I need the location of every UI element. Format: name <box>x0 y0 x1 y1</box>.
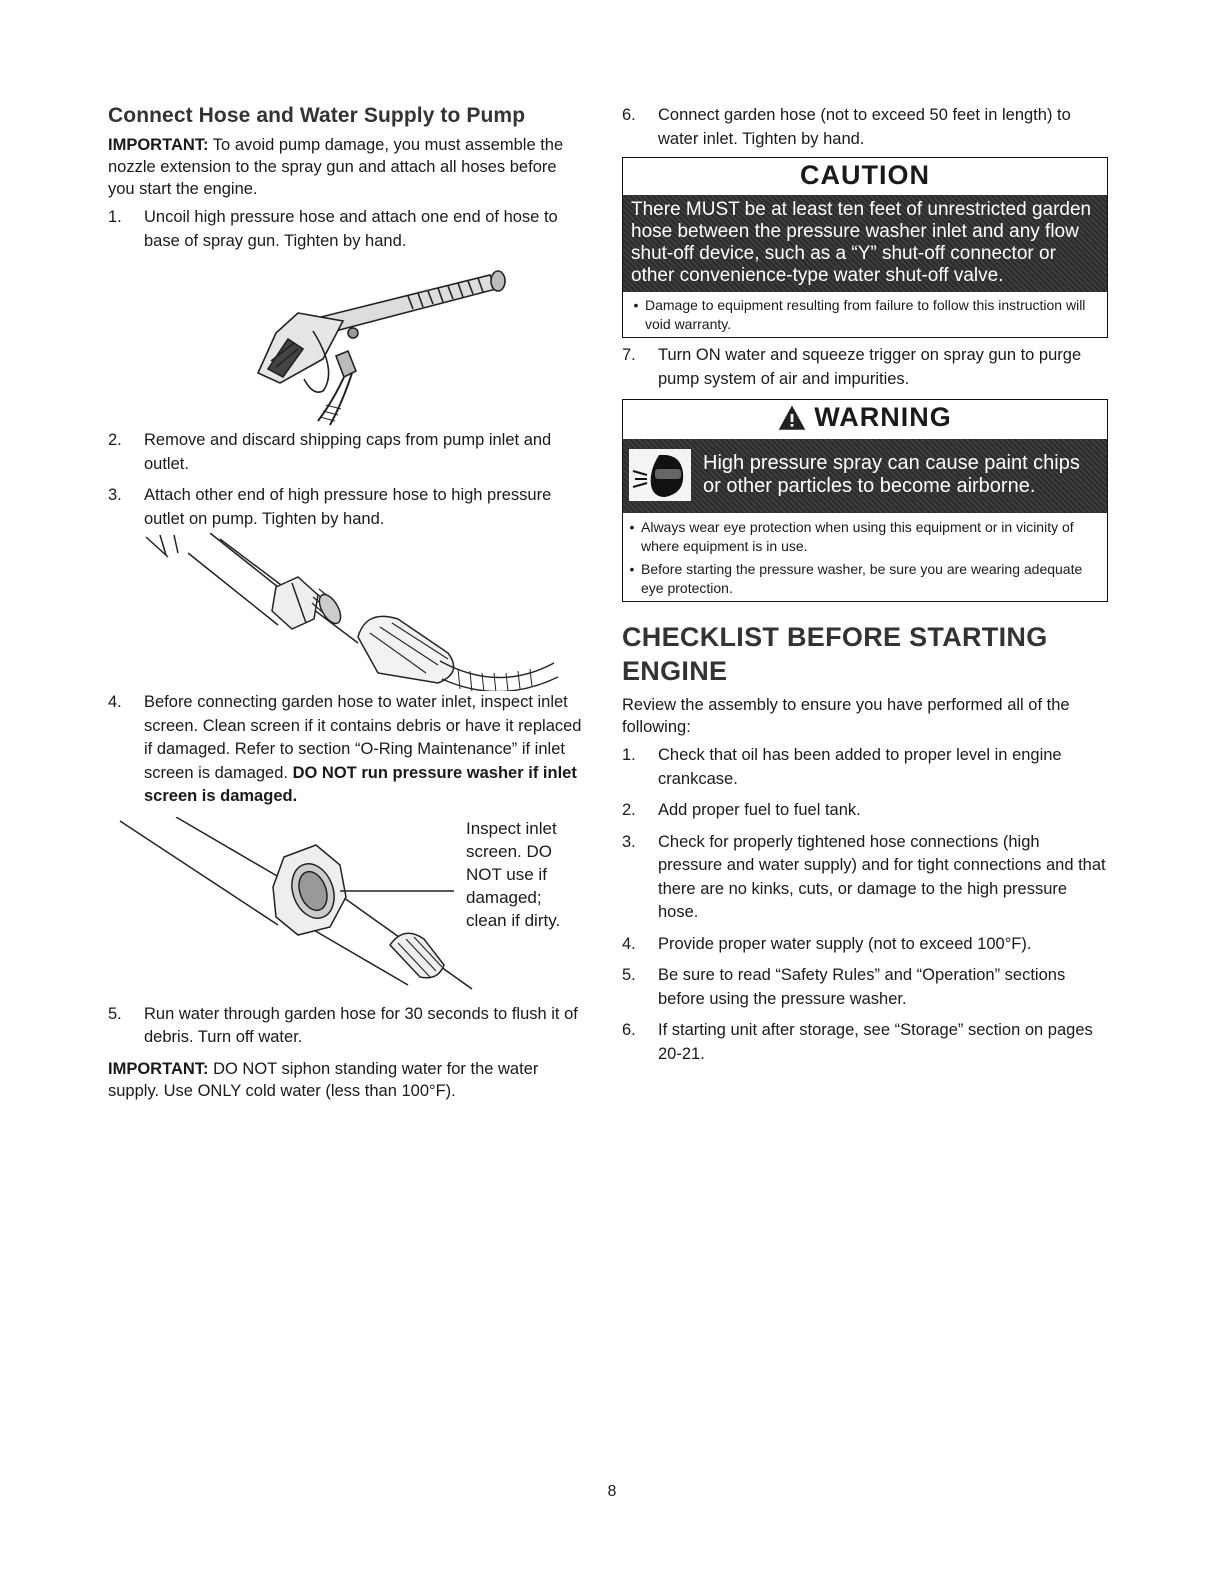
caution-note <box>623 292 1107 337</box>
right-column <box>622 104 1108 1074</box>
checklist-item-5 <box>622 964 1108 1011</box>
step-1 <box>108 206 586 253</box>
bullet-icon: • <box>629 561 635 577</box>
caption-line: Inspect inlet <box>466 818 557 838</box>
checklist-intro: Review the assembly to ensure you have performed all of the following: <box>622 696 1070 736</box>
step-4 <box>108 691 586 809</box>
eye-protection-icon <box>629 449 691 501</box>
step-4-warning: DO NOT run pressure washer if inlet screen is damaged. <box>144 763 577 805</box>
step-number: 5. <box>108 1004 122 1023</box>
step-number: 4. <box>622 934 636 953</box>
step-text: Turn ON water and squeeze trigger on spray gun to purge pump system of air and impurities. <box>658 346 1082 388</box>
pump-outlet-figure <box>108 533 586 691</box>
warning-band-text: High pressure spray can cause paint chips or other particles to become airborne. <box>703 452 1080 497</box>
caution-box <box>622 157 1108 338</box>
step-2 <box>108 429 586 476</box>
important-label: IMPORTANT: <box>108 136 209 154</box>
step-number: 1. <box>622 746 636 764</box>
step-text: Attach other end of high pressure hose to high pressure outlet on pump. Tighten by hand. <box>144 486 552 528</box>
warning-triangle-icon <box>778 405 806 431</box>
important-note-2 <box>108 1058 586 1102</box>
caution-band <box>623 195 1107 292</box>
step-number: 7. <box>622 346 636 364</box>
checklist-item-4 <box>622 933 1108 957</box>
page-number: 8 <box>607 1483 617 1500</box>
step-number: 2. <box>108 431 122 449</box>
step-number: 1. <box>108 208 122 226</box>
caption-line: clean if dirty. <box>466 910 561 930</box>
step-text: Add proper fuel to fuel tank. <box>658 801 861 819</box>
warning-note-1 <box>623 515 1107 558</box>
warning-title: WARNING <box>814 402 952 432</box>
inlet-screen-caption <box>466 817 560 932</box>
step-number: 5. <box>622 966 636 984</box>
step-text: Check that oil has been added to proper level in engine crankcase. <box>658 746 1062 788</box>
step-4-text: Before connecting garden hose to water inlet, inspect inlet screen. Clean screen if it contains debris or have it replaced if damaged. Refer to section “O-Ring Maintenance” if inlet screen is damaged. <box>144 693 582 782</box>
checklist-item-1 <box>622 744 1108 791</box>
checklist-title <box>622 620 1108 688</box>
step-number: 6. <box>622 106 636 124</box>
step-number: 2. <box>622 801 636 819</box>
spray-gun-figure <box>108 261 586 429</box>
warning-band <box>623 439 1107 513</box>
step-text: Run water through garden hose for 30 seconds to flush it of debris. Turn off water. <box>144 1004 578 1046</box>
checklist-item-2 <box>622 799 1108 823</box>
checklist-title-line-1: CHECKLIST BEFORE STARTING <box>622 622 1048 652</box>
step-3 <box>108 484 586 531</box>
step-7 <box>622 344 1108 391</box>
step-number: 3. <box>622 832 636 851</box>
step-number: 4. <box>108 693 122 711</box>
caution-band-text: There MUST be at least ten feet of unrestricted garden hose between the pressure washer inlet and any flow shut-off device, such as a “Y” shut-off connector or other convenience-type water shut-off valve. <box>631 199 1092 286</box>
bullet-icon: • <box>633 297 639 313</box>
step-text: Be sure to read “Safety Rules” and “Operation” sections before using the pressure washer. <box>658 966 1066 1008</box>
important-note <box>108 134 586 200</box>
warning-header <box>623 400 1107 439</box>
inlet-screen-figure <box>108 817 586 1003</box>
caption-line: NOT use if <box>466 864 547 884</box>
caption-line: screen. DO <box>466 841 552 861</box>
step-number: 3. <box>108 486 122 504</box>
spray-gun-illustration <box>108 261 586 429</box>
step-6 <box>622 104 1108 151</box>
important-text: To avoid pump damage, you must assemble the nozzle extension to the spray gun and attach all hoses before you start the engine. <box>108 136 564 198</box>
warning-note-text: Always wear eye protection when using this equipment or in vicinity of where equipment is in use. <box>641 519 1074 554</box>
caution-title: CAUTION <box>800 160 930 190</box>
caution-note-text: Damage to equipment resulting from failure to follow this instruction will void warranty. <box>645 297 1086 332</box>
checklist-item-3 <box>622 831 1108 925</box>
left-column <box>108 104 586 1108</box>
pump-outlet-illustration <box>108 533 586 691</box>
step-text: Connect garden hose (not to exceed 50 feet in length) to water inlet. Tighten by hand. <box>658 106 1071 148</box>
checklist-title-line-2: ENGINE <box>622 656 728 686</box>
bullet-icon: • <box>629 519 635 535</box>
warning-box <box>622 399 1108 602</box>
step-text <box>144 691 586 809</box>
warning-note-text: Before starting the pressure washer, be sure you are wearing adequate eye protection. <box>641 561 1083 596</box>
caption-line: damaged; <box>466 887 542 907</box>
step-number: 6. <box>622 1021 636 1039</box>
step-text: If starting unit after storage, see “Storage” section on pages 20-21. <box>658 1021 1093 1063</box>
step-5 <box>108 1003 586 1050</box>
step-text: Remove and discard shipping caps from pump inlet and outlet. <box>144 431 552 473</box>
section-heading: Connect Hose and Water Supply to Pump <box>108 104 526 127</box>
step-text: Uncoil high pressure hose and attach one end of hose to base of spray gun. Tighten by hand. <box>144 208 558 250</box>
important-label: IMPORTANT: <box>108 1059 209 1078</box>
step-text: Check for properly tightened hose connections (high pressure and water supply) and for tight connections and that there are no kinks, cuts, or damage to the high pressure hose. <box>658 832 1106 921</box>
important-text: DO NOT siphon standing water for the water supply. Use ONLY cold water (less than 100°F). <box>108 1059 539 1100</box>
checklist-item-6 <box>622 1019 1108 1066</box>
step-text: Provide proper water supply (not to exceed 100°F). <box>658 934 1032 953</box>
warning-note-2 <box>623 558 1107 601</box>
